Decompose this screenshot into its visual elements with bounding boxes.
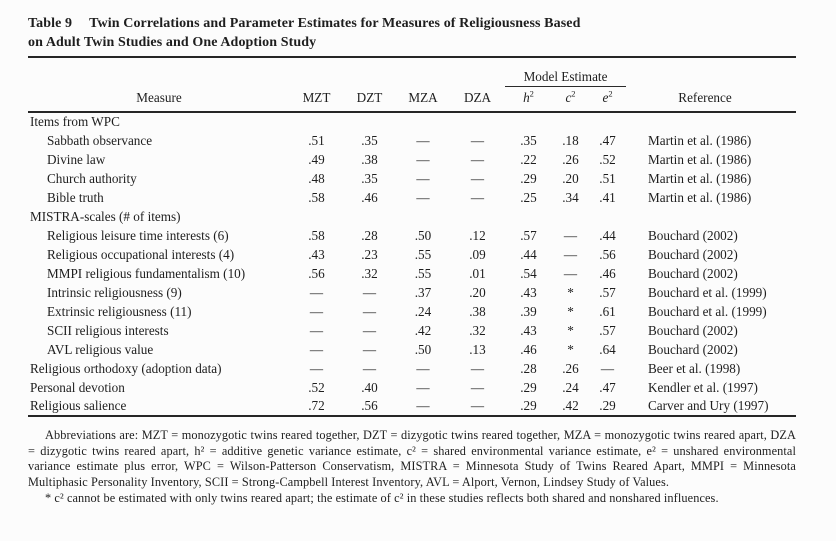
mza-cell: — xyxy=(416,360,430,376)
e2-cell: .44 xyxy=(599,227,616,243)
table-row xyxy=(28,131,796,150)
model-estimate-header: Model Estimate xyxy=(505,57,626,87)
mza-cell: .37 xyxy=(414,284,432,300)
mzt-cell: — xyxy=(309,322,324,338)
e2-cell: .47 xyxy=(599,379,616,395)
h2-cell: .43 xyxy=(520,284,537,300)
c2-cell: * xyxy=(567,284,574,300)
dzt-cell: .28 xyxy=(361,227,378,243)
mzt-cell: .43 xyxy=(308,246,325,262)
measure-cell: Sabbath observance xyxy=(47,132,153,148)
col-header-measure: Measure xyxy=(28,87,290,113)
reference-cell: Bouchard et al. (1999) xyxy=(648,284,767,300)
table-row xyxy=(28,150,796,169)
e2-cell: .57 xyxy=(599,322,616,338)
h2-cell: .29 xyxy=(520,398,537,413)
e2-cell: .52 xyxy=(599,151,616,167)
e2-cell: .46 xyxy=(599,265,616,281)
c2-cell: — xyxy=(563,246,578,262)
dza-cell: .01 xyxy=(469,265,486,281)
measure-cell: Items from WPC xyxy=(30,114,120,129)
c2-cell: .26 xyxy=(562,360,579,376)
dza-cell: .09 xyxy=(469,246,486,262)
c2-cell: .34 xyxy=(562,189,579,205)
measure-cell: MMPI religious fundamentalism (10) xyxy=(47,265,246,281)
c2-cell: — xyxy=(563,265,578,281)
c2-cell xyxy=(552,207,589,226)
reference-cell: Martin et al. (1986) xyxy=(648,132,752,148)
mza-cell: .55 xyxy=(414,246,432,262)
dzt-cell: .38 xyxy=(361,151,378,167)
mzt-cell xyxy=(290,207,343,226)
e2-cell: .64 xyxy=(599,341,616,357)
dza-cell: — xyxy=(470,379,485,395)
dza-cell: .13 xyxy=(469,341,486,357)
table-row xyxy=(28,188,796,207)
mzt-cell: — xyxy=(309,303,324,319)
dza-cell xyxy=(450,207,505,226)
dza-cell: — xyxy=(470,360,485,376)
reference-cell: Martin et al. (1986) xyxy=(648,170,752,186)
table-row xyxy=(28,321,796,340)
table-title-line1: Twin Correlations and Parameter Estimates for Measures of Religiousness Based xyxy=(89,16,581,31)
table-number: Table 9 xyxy=(28,16,73,31)
e2-cell: .29 xyxy=(599,398,616,413)
data-table xyxy=(28,56,796,417)
e2-cell: .57 xyxy=(599,284,616,300)
mzt-cell: .51 xyxy=(308,132,325,148)
measure-cell: Intrinsic religiousness (9) xyxy=(47,284,182,300)
e2-cell xyxy=(589,112,626,131)
col-header-dza: DZA xyxy=(450,87,505,113)
mza-cell: — xyxy=(416,132,430,148)
reference-cell xyxy=(626,207,796,226)
h2-cell: .39 xyxy=(520,303,537,319)
c2-cell: * xyxy=(567,303,574,319)
c2-cell: .42 xyxy=(562,398,579,413)
measure-cell: Religious orthodoxy (adoption data) xyxy=(30,360,222,376)
reference-cell: Bouchard (2002) xyxy=(648,322,738,338)
mza-cell: — xyxy=(416,170,430,186)
asterisk-note: * c² cannot be estimated with only twins reared apart; the estimate of c² in these studies reflects both shared and nonshared influences. xyxy=(45,491,719,506)
group-header-spacer-left xyxy=(28,57,505,87)
c2-cell: .20 xyxy=(562,170,579,186)
h2-cell: .25 xyxy=(520,189,537,205)
measure-cell: Religious occupational interests (4) xyxy=(47,246,235,262)
reference-cell: Kendler et al. (1997) xyxy=(648,379,758,395)
footnotes xyxy=(28,428,796,507)
dzt-cell: — xyxy=(362,303,377,319)
measure-cell: AVL religious value xyxy=(47,341,154,357)
measure-cell: Religious salience xyxy=(30,398,127,413)
reference-cell: Bouchard et al. (1999) xyxy=(648,303,767,319)
e2-cell: .51 xyxy=(599,170,616,186)
mza-cell: — xyxy=(416,379,430,395)
dzt-cell: .32 xyxy=(361,265,378,281)
dzt-cell: .35 xyxy=(361,170,378,186)
measure-cell: Bible truth xyxy=(47,189,104,205)
h2-cell: .29 xyxy=(520,379,537,395)
table-row xyxy=(28,264,796,283)
dzt-cell: .23 xyxy=(361,246,378,262)
measure-cell: Personal devotion xyxy=(30,379,125,395)
col-header-dzt: DZT xyxy=(343,87,396,113)
mza-cell: — xyxy=(416,398,430,413)
dza-cell: — xyxy=(470,132,485,148)
mza-cell: .24 xyxy=(414,303,432,319)
dzt-cell: — xyxy=(362,284,377,300)
dza-cell: — xyxy=(470,170,485,186)
c2-cell: .24 xyxy=(562,379,579,395)
abbreviations-note: Abbreviations are: MZT = monozygotic twins reared together, DZT = dizygotic twins reared together, MZA = monozygotic twins reared apart, DZA = dizygotic twins reared apart, h² = additive genetic variance estimate, c² = shared environmental variance estimate, e² = unshared environmental variance estimate plus error, WPC = Wilson-Patterson Conservatism, MISTRA = Minnesota Study of Twins Reared Apart, MMPI = Minnesota Multiphasic Personality Inventory, SCII = Strong-Campbell Interest Inventory, AVL = Alport, Vernon, Lindsey Study of Values. xyxy=(28,428,796,489)
group-header-spacer-right xyxy=(626,57,796,87)
mza-cell: .50 xyxy=(414,341,432,357)
mza-cell: .55 xyxy=(414,265,432,281)
reference-cell: Bouchard (2002) xyxy=(648,341,738,357)
e2-superscript: 2 xyxy=(608,88,613,99)
col-header-reference: Reference xyxy=(626,87,796,113)
e2-cell: .41 xyxy=(599,189,616,205)
table-row xyxy=(28,112,796,131)
measure-cell: Divine law xyxy=(47,151,106,167)
dzt-cell: — xyxy=(362,341,377,357)
dza-cell: — xyxy=(470,151,485,167)
c2-cell: .18 xyxy=(562,132,579,148)
dzt-cell: .46 xyxy=(361,189,378,205)
col-header-mza: MZA xyxy=(396,87,450,113)
dzt-cell: — xyxy=(362,322,377,338)
table-row xyxy=(28,359,796,378)
table-title xyxy=(28,14,708,52)
mzt-cell: .72 xyxy=(308,398,325,413)
table-row xyxy=(28,169,796,188)
h2-cell: .43 xyxy=(520,322,537,338)
h2-cell: .57 xyxy=(520,227,537,243)
table-row xyxy=(28,302,796,321)
dza-cell: — xyxy=(470,398,485,413)
table-row xyxy=(28,378,796,397)
e2-cell: .61 xyxy=(599,303,616,319)
reference-cell xyxy=(626,112,796,131)
measure-cell: Extrinsic religiousness (11) xyxy=(47,303,192,319)
dza-cell xyxy=(450,112,505,131)
mza-cell: .50 xyxy=(414,227,432,243)
measure-cell: Church authority xyxy=(47,170,137,186)
h2-symbol: h xyxy=(523,90,530,105)
e2-symbol: e xyxy=(602,90,609,105)
group-header-row xyxy=(28,57,796,87)
mza-cell xyxy=(396,207,450,226)
h2-cell: .35 xyxy=(520,132,537,148)
dzt-cell xyxy=(343,207,396,226)
mzt-cell: — xyxy=(309,360,324,376)
h2-cell: .22 xyxy=(520,151,537,167)
c2-cell: * xyxy=(567,341,574,357)
mzt-cell: .48 xyxy=(308,170,325,186)
reference-cell: Beer et al. (1998) xyxy=(648,360,741,376)
table-row xyxy=(28,340,796,359)
mzt-cell: .49 xyxy=(308,151,325,167)
e2-cell xyxy=(589,207,626,226)
dza-cell: .20 xyxy=(469,284,486,300)
col-header-c2 xyxy=(552,87,589,113)
mzt-cell: — xyxy=(309,284,324,300)
reference-cell: Martin et al. (1986) xyxy=(648,151,752,167)
col-header-h2 xyxy=(505,87,552,113)
mzt-cell: .56 xyxy=(308,265,325,281)
dzt-cell: .56 xyxy=(361,398,378,413)
e2-cell: .56 xyxy=(599,246,616,262)
e2-cell: — xyxy=(600,360,615,376)
col-header-e2 xyxy=(589,87,626,113)
h2-cell: .46 xyxy=(520,341,537,357)
c2-superscript: 2 xyxy=(571,88,576,99)
c2-symbol: c xyxy=(565,90,572,105)
mza-cell: — xyxy=(416,189,430,205)
dzt-cell: .40 xyxy=(361,379,378,395)
dzt-cell: .35 xyxy=(361,132,378,148)
c2-cell xyxy=(552,112,589,131)
dza-cell: — xyxy=(470,189,485,205)
reference-cell: Bouchard (2002) xyxy=(648,246,738,262)
h2-cell: .29 xyxy=(520,170,537,186)
reference-cell: Bouchard (2002) xyxy=(648,265,738,281)
table-body xyxy=(28,112,796,416)
c2-cell: .26 xyxy=(562,151,579,167)
dza-cell: .32 xyxy=(469,322,486,338)
h2-superscript: 2 xyxy=(529,88,534,99)
mzt-cell: .58 xyxy=(308,227,325,243)
mza-cell: .42 xyxy=(414,322,432,338)
dza-cell: .38 xyxy=(469,303,486,319)
measure-cell: SCII religious interests xyxy=(47,322,169,338)
mzt-cell: — xyxy=(309,341,324,357)
c2-cell: * xyxy=(567,322,574,338)
table-title-line2: on Adult Twin Studies and One Adoption Study xyxy=(28,35,317,50)
table-row xyxy=(28,283,796,302)
h2-cell xyxy=(505,112,552,131)
column-header-row xyxy=(28,87,796,113)
mza-cell xyxy=(396,112,450,131)
col-header-mzt: MZT xyxy=(290,87,343,113)
mzt-cell: .52 xyxy=(308,379,325,395)
reference-cell: Bouchard (2002) xyxy=(648,227,738,243)
e2-cell: .47 xyxy=(599,132,616,148)
mzt-cell: .58 xyxy=(308,189,325,205)
dza-cell: .12 xyxy=(469,227,486,243)
h2-cell xyxy=(505,207,552,226)
dzt-cell xyxy=(343,112,396,131)
mzt-cell xyxy=(290,112,343,131)
mza-cell: — xyxy=(416,151,430,167)
measure-cell: MISTRA-scales (# of items) xyxy=(30,208,181,224)
reference-cell: Carver and Ury (1997) xyxy=(648,398,769,413)
table-row xyxy=(28,207,796,226)
table-row xyxy=(28,245,796,264)
measure-cell: Religious leisure time interests (6) xyxy=(47,227,229,243)
h2-cell: .44 xyxy=(520,246,537,262)
h2-cell: .28 xyxy=(520,360,537,376)
c2-cell: — xyxy=(563,227,578,243)
reference-cell: Martin et al. (1986) xyxy=(648,189,752,205)
dzt-cell: — xyxy=(362,360,377,376)
table-row xyxy=(28,226,796,245)
table-row xyxy=(28,397,796,416)
h2-cell: .54 xyxy=(520,265,537,281)
